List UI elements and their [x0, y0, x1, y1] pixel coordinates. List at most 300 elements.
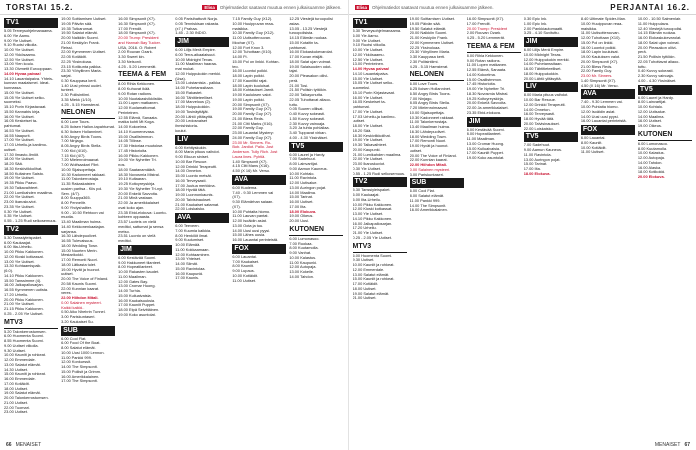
program-listing: 9.30 Uutiset. [352, 257, 375, 263]
program-listing: suomeksi. [352, 85, 371, 90]
program-listing: 6.50 Angry Birds Toons. [409, 90, 451, 96]
program-listing: 23.00 Lauantai Mystery: [232, 130, 274, 135]
program-listing: 18.00 Huippukokkin. [523, 70, 559, 76]
program-listing: Mochar (X7). [232, 39, 255, 45]
program-listing: 6.00 Kestävää Suomi. [118, 254, 157, 260]
program-listing: 23.00 Uutiset. [4, 409, 29, 415]
program-listing: 4.25 - 5.20 Lemmerät. [466, 35, 505, 40]
program-listing: 15.05 Yle Uutiset selko- [352, 80, 394, 86]
program-listing: 6.25 Iloisen Hollanninet. [409, 86, 452, 91]
program-listing: (6.0). [4, 268, 14, 273]
program-listing: 17.00 Yle Uutiset. [4, 137, 35, 143]
program-listing: 5.30 Terveysohjelmanaama. [352, 28, 402, 33]
program-listing: 13.30 Kohtaamispaik. [4, 263, 42, 269]
program-listing: 8.00 Lainvartijat. [289, 161, 318, 166]
page-number: 67 [684, 442, 690, 448]
program-listing: 18.00 Uutiset. [352, 285, 377, 291]
program-listing: 0.40 Kuvvy sokeasti. [637, 68, 674, 74]
program-listing: 22.00 Yle Uutiset. [4, 194, 35, 200]
channel-heading: JIM [175, 37, 229, 47]
program-listing: 15.50 Kannabis kirja. [4, 108, 41, 114]
channel-heading: JIM [118, 245, 172, 255]
program-listing: muotia. [61, 214, 74, 220]
program-listing: 5.05 Terveysohjelmanaama. [4, 28, 53, 33]
program-listing: 19.25 Koitoyreyskirja. [118, 181, 156, 186]
program-listing: 12.00 Autopaja. [289, 264, 317, 270]
program-listing: kohteen oppaasta. [118, 214, 151, 220]
program-listing: 4.25 - 5.20 Lemmerät. [118, 63, 157, 69]
program-listing: 23.35 Ebid-elokuva: Luonto- [118, 209, 167, 215]
program-listing: 0.30 Kauppasa kerti. [61, 77, 97, 83]
program-listing: 18.30 Novosmia Mistral. [466, 90, 509, 96]
program-listing: 19.00 Yle Nyhetter Tri. [118, 157, 157, 163]
program-listing: 2.30 Kuvvy vainoaja. [289, 120, 326, 126]
program-listing: 13.05 - 13.25 Viestejä [289, 25, 328, 31]
program-listing: maisikka. [232, 25, 249, 31]
program-listing: 21.00 Yle Uutiset. [4, 301, 35, 307]
program-listing: 2.00 Pankkiautomaatti. [523, 25, 564, 31]
schedule-column [410, 17, 464, 438]
program-listing: 23.00 Ikaruskuviot. [4, 199, 37, 204]
program-listing: 10.00 Kohtalo. [637, 104, 663, 109]
program-listing: 6.00 Lauantai. [232, 253, 257, 259]
program-listing: 11.00 Uutisotterouvan. [580, 30, 620, 36]
program-listing: 20.00 Talvisinaukset. [523, 120, 560, 126]
program-listing: 13.00 Oota ja tuu. [232, 222, 264, 228]
program-listing: 14.00 Ft. [232, 54, 248, 59]
program-listing: 9.00 Yle Uutiset. [352, 37, 381, 43]
program-listing: 7.40 - 9.30 Lemmen vai [232, 189, 274, 195]
program-listing: 16.00 Lauantai perinteistä. [580, 118, 627, 124]
program-listing: 17.20 Urheilu. [352, 225, 377, 231]
program-listing: uutiset. [352, 118, 366, 124]
program-listing: 11.00 Kaupunki. [289, 259, 318, 265]
program-listing: 16.55 Naapurit. [4, 132, 31, 138]
program-listing: sarjat. [61, 73, 72, 78]
program-listing: 16.00 Uutiset. [637, 118, 662, 124]
program-listing: 19.50 Salatut elämät. [409, 25, 447, 31]
channel-heading: NELONEN [410, 70, 464, 81]
program-listing: 15.00 Yle Uutiset. [352, 75, 384, 81]
program-listing: 12.00 Emmerdale. [4, 357, 36, 362]
program-listing: 10.00 Huuippuvan reaa- [232, 20, 275, 26]
program-listing: 16.30 Lähdepuolivet. [409, 128, 446, 134]
program-listing: 9.30 Elämärhan saiaan. [232, 199, 274, 204]
program-listing: 18.50 Kultainen Saisto. [4, 170, 45, 176]
program-listing: 19.00 Soittamisen Uutiset. [61, 17, 107, 21]
program-listing: 16.05 Keskeiset ta- [4, 118, 38, 124]
program-listing: 9.00 Kuulumiset. [175, 237, 205, 243]
program-listing: 13.00 Cromar Huong. [466, 140, 505, 146]
program-listing: 0.30 Yle Uutiset. [352, 165, 381, 171]
program-listing: 15.00 Kuiluaivaisia. [466, 145, 501, 151]
program-listing: 13.00 Auringon pojat. [523, 156, 561, 162]
program-listing: 20.00 Trump: President [118, 35, 159, 40]
program-listing: 12.00 Fort Knox 3. [232, 44, 265, 50]
program-listing: uutiset. [61, 271, 74, 277]
program-listing: 10.30 Kadonneet rakkaat. [409, 114, 455, 120]
channel-heading: TEEMA & FEM [467, 42, 521, 53]
program-listing: 3.30 Sweet kin. [118, 54, 145, 59]
provider-note [202, 5, 341, 10]
program-listing: 19.00 Kauluksen valot. [580, 54, 621, 59]
program-listing: 12.50 Yle Uutiset. [4, 56, 35, 62]
program-listing: 0.25 - 2.05 Yle Uutiset. [4, 310, 44, 316]
program-listing: 9.00 Yle Uutiset. [4, 37, 33, 43]
program-listing: 6.00 Cool Flat. [409, 188, 435, 194]
page-footer [6, 442, 41, 448]
schedule-column [232, 17, 286, 438]
program-listing: 10.00 Uusi 1000 Lennon. [61, 349, 105, 355]
program-listing: 11.00 Ravintola. [289, 175, 318, 181]
program-listing: 3.20 Ja tuhta pohlailaa. [289, 125, 330, 131]
channel-heading: AVA [175, 213, 229, 223]
program-listing: 7.00 Wolfsaakari Flint. [61, 162, 100, 167]
program-listing: 10.00 Puhtaita hiomo. [580, 104, 619, 109]
program-listing: 14.00 Uusi uusi pyysi. [232, 227, 271, 233]
program-listing: 11.00 Maailman haaraa- [175, 61, 218, 67]
program-listing: 6.00 Lumonasoo. [637, 140, 668, 146]
program-listing: 10.00 Kohtalo. [289, 170, 315, 176]
program-listing: 6.00 Yle Aamu. [4, 32, 31, 38]
program-listing: 13.00 Yle Uutiset. [4, 258, 35, 264]
program-listing: 22.00 Kunnian kaarat. [409, 157, 448, 163]
program-listing: 20.00 Lähtö ylitäsyttä. [523, 75, 562, 81]
program-listing: 19.05 Päivän sää. [409, 20, 441, 26]
program-listing: 9.00 Hakkuneet tilanteet. [118, 259, 162, 265]
program-listing: 9.30 Uutiset. [4, 347, 26, 353]
program-listing: 21.00 Minä vastaan. [118, 195, 154, 201]
magazine-name: MENAISET [15, 442, 42, 448]
program-listing: 11.00 Kokkaamaan. [175, 246, 210, 252]
program-listing: 13.00 Yhteiset. [175, 256, 202, 262]
program-listing: 7.00 Kuumia kaikkia. [175, 227, 212, 233]
program-listing: 21.00 Keskiyön Frank. [61, 39, 100, 45]
program-listing: 8.05 Angry Birds Stella. [61, 143, 102, 148]
program-listing: 20.00 The Voice of Finland. [61, 276, 109, 281]
program-listing: 8.00 Kauniit. [232, 263, 254, 269]
program-listing: 18.00 Salat ujan voimat. [289, 58, 332, 64]
program-listing: 20.00 Talonkerrostumsen. [4, 395, 49, 400]
program-listing: 0.05 Suuren olilisat. [289, 106, 324, 112]
program-listing: 1.40 Simpsonit (X7). [232, 158, 268, 164]
program-listing: 8.00 Suuppa365. [61, 195, 91, 201]
program-listing: 6.00 Lauantai. [580, 135, 606, 140]
program-listing: 23.15 Kotikunta paikka. [61, 63, 102, 69]
channel-heading: TV1 [4, 18, 58, 28]
program-listing: 15.00 Poliisit ja Grimm. [61, 368, 102, 374]
program-listing: 11.00 Ravintola. [523, 151, 552, 157]
program-listing: 18.00 Wedding Town. [409, 133, 447, 139]
channel-heading: TEEMA & FEM [118, 70, 172, 81]
program-listing: 11.00 Lopen matkanen. [118, 100, 159, 106]
program-listing: 17.00 Frendit. [466, 20, 491, 26]
program-listing: 12.00 Tuhottaan (X10). [580, 35, 621, 40]
program-listing: 13.00 Kokeile. [289, 269, 315, 274]
program-listing: 7.15 Family Guy (X12). [232, 17, 273, 21]
program-listing: 1.00 Epic Ink. [523, 20, 548, 26]
program-listing: 8.00 Kuhuvat ikää. [118, 86, 151, 91]
program-listing: 6.00 Kaukaajat. [4, 239, 32, 245]
program-listing: 8.00 Rihla Kekkonen. [466, 52, 504, 58]
program-listing: 18.00 Wedding Town. [61, 242, 99, 248]
program-listing: tajat. [289, 68, 298, 74]
program-listing: 9.10 Ruotsi viikolla. [352, 42, 387, 48]
program-listing: 8.05 Angry Birds Stella. [409, 100, 451, 106]
program-listing: pahtumat. [289, 44, 307, 50]
program-listing: 1.40 Simpsonit (X7). [580, 77, 617, 83]
program-listing: (x7.) Prahaa. [175, 25, 198, 31]
program-listing: 13.40 Maailman huima. [61, 219, 102, 224]
program-listing: Mestarikokki. [61, 252, 84, 258]
program-listing: 3.25 - 4.10 Suvituttu. [523, 30, 560, 36]
program-listing: 4.00 - 4.30 Yksinäiset. [289, 134, 328, 140]
program-listing: kunnan maalaismei. Ideat- [4, 80, 50, 86]
program-listing: 9.10 Ruotsi viikolla. [4, 42, 38, 48]
program-listing: 13.30 Olvmetit Eurooppaan. [4, 66, 53, 71]
program-listing: 16.55 Tulevaisuus. [61, 238, 94, 243]
program-listing: 4.00 - 4.30 Yksinäiset. [637, 77, 677, 83]
program-listing: 0.00 Salainen mysteeri. [61, 299, 102, 305]
program-listing: 7.00 Kaukaiset. [232, 258, 260, 264]
program-listing: 10.00 Kauniit ja rohkeat. [4, 352, 46, 358]
program-listing: 18.00 Hyvää tätä. [175, 187, 206, 193]
program-listing: 16.00 Simpsonit (X7). [466, 17, 505, 21]
day-heading: TORSTAI 15.2. [6, 2, 74, 12]
program-listing: 0.55 - 1.25 Rudi selkosemuus. [352, 170, 406, 176]
program-listing: 16.00 Kaukaisuuksia. [118, 297, 156, 303]
program-listing: 12.00 Emmerdale. [352, 266, 385, 272]
program-listing: 6.00 Cool Flat. [61, 335, 87, 341]
program-listing: 0.05 Tenniskisan rakasta. [175, 20, 220, 26]
program-listing: 16.00 Luontoi poikki. [232, 68, 269, 74]
program-listing: 16.05 Keskeiset ta- [352, 99, 386, 105]
program-listing: 14.05 Tillinse. [118, 138, 142, 144]
program-listing: 6.00 Huomenta Suomi. [352, 252, 393, 258]
program-listing: 8.00 Kuutamolla. [637, 145, 668, 151]
program-listing: 11.00 Uutiset. [580, 149, 605, 155]
program-listing: 20.00 Pleasakon oliivi- [289, 73, 329, 78]
program-listing: 14.00 Puhetanssitaan. [175, 85, 214, 90]
program-listing: 19.00 Yle Uutiset. [4, 175, 35, 181]
program-listing: 23.00 Mr. Sinners. [580, 73, 613, 78]
program-listing: 24.00 Family Guy (X7). [232, 134, 273, 140]
schedule-column [289, 17, 343, 438]
program-listing: 3.00 Pariskuntaseri. [409, 171, 444, 177]
program-listing: 20.00 Simpsonit (X7). [580, 58, 619, 64]
program-listing: 14.00 Tahdon. [637, 159, 663, 165]
program-listing: 8.00 Pennelitr. [61, 200, 86, 205]
program-listing: 21.50 Poliisin tyttökin. [637, 54, 676, 59]
schedule-column [353, 17, 407, 438]
program-listing: 9.00 - 10.50 Rehtoon vai [61, 209, 104, 215]
program-listing: 7.00 Kid (4/10). [61, 147, 88, 153]
program-listing: 18.00 Lapin kuuluisat. [580, 49, 619, 55]
program-listing: 19.00 Soittamisen Uutiset. [409, 17, 455, 21]
program-listing: 12.00 Huippukokin merkki. [523, 56, 570, 62]
program-listing: 14.00 Hyvaa paivaa! [4, 70, 41, 76]
program-listing: 9.00 Eikuun siniset. [175, 154, 209, 159]
program-listing: 18.00 Yle Uutiset. [4, 156, 35, 162]
channel-heading: SUB [61, 326, 115, 336]
program-listing: 22.00 Yle Uutiset. [352, 156, 384, 162]
page-friday [349, 0, 696, 450]
channel-heading: TV5 [638, 85, 692, 95]
program-listing: 18.00 Kotikokki. [637, 169, 666, 175]
program-listing: 5.20 Talonkerrostumsen. [4, 328, 47, 334]
program-listing: 21.00 Uutiset. [4, 399, 29, 405]
program-listing: 22.00 Family Guy. [232, 125, 264, 131]
program-listing: 12.00 Isoäidin asiat. [232, 218, 267, 223]
program-listing: asiaa. [289, 20, 300, 26]
channel-heading: TV2 [4, 225, 58, 235]
program-listing: 23.00 Mr. Sinners. Ro- [232, 139, 272, 145]
program-listing: 23.30 Yöhyllinen Maria. [409, 49, 451, 55]
program-listing: 9.00 Lupaus. [232, 268, 255, 273]
program-listing: Bob. Jardiot. Pallo. Jost [232, 144, 274, 150]
program-listing: 7.00 Sadehuut. [523, 142, 551, 148]
program-listing: 7.00 Ruokaa. [289, 240, 313, 246]
provider-note-text: Ohjelmatiedot saatavat muutua ennen julkaisuamme jälkeen. [372, 4, 494, 10]
program-listing: 10.00 Midnight Texas. [175, 56, 214, 62]
program-listing: 22.00 Hiihdon Mitali. [409, 162, 447, 167]
program-listing: ovat koko ajan. [118, 204, 145, 210]
page-header [0, 0, 348, 15]
program-listing: 22.05 Tuhottavat aliaoo- [637, 58, 680, 64]
program-listing: 14.00 Tahdon. [289, 273, 314, 279]
program-listing: 22.00 Kunnian kaarat. [61, 285, 100, 291]
program-listing: 18.00 Elokuva. [523, 170, 551, 176]
program-listing: 0.55 - 1.25 Rudi selkosemuus. [4, 218, 57, 223]
program-listing: 15.00 Kauniit ja rohkeat. [4, 371, 46, 377]
program-listing: 15.00 Tarinat. [523, 161, 548, 167]
schedule-column [524, 17, 578, 438]
program-listing: 17.00 Kotiäidit. [4, 380, 30, 386]
program-listing: 9.00 Vanhat. [289, 250, 312, 255]
program-listing: 20.00 Elokuva. [637, 174, 665, 179]
program-listing: 22.00 Ja amerikkalaiset. [466, 105, 509, 110]
channel-heading: KUTONEN [289, 225, 343, 236]
program-listing: 20.00 Talvisinaukset. [175, 196, 212, 202]
page-number: 66 [6, 442, 12, 448]
program-listing: 17.03 Urheilu-ja kaniimo- [4, 142, 48, 147]
program-listing: uutiset. [4, 146, 17, 152]
program-listing: (X7). [232, 203, 241, 209]
program-listing: 16.00 Elokaskukevarolat. [637, 35, 682, 40]
channel-heading: NELONEN [61, 108, 115, 119]
program-listing: 11.00 Pankki 999. [61, 354, 92, 360]
program-listing: 17.00 Marvelous (2). [175, 99, 211, 105]
program-listing: 16.00 Elokaskukevarolat. [289, 49, 333, 55]
program-listing: 22.05 Tuhottavat aliaoo- [289, 96, 332, 102]
program-listing: 16.53 Yle Uutiset. [4, 127, 35, 133]
program-listing: 18.00 Lapin kuuluisat. [232, 82, 271, 88]
program-listing: 20.00 Enkelä Savvoita. [118, 190, 158, 196]
program-listing: uutiset. [409, 147, 423, 153]
program-listing: 10.30 Family Guy (X12). [232, 30, 275, 36]
program-listing: 11.00 Talonkerrostaja. [61, 176, 99, 182]
program-listing: 19.50 Salatut elämät. [61, 30, 98, 36]
program-listing: 14.00 Hyvaa paivaa! [352, 66, 390, 71]
program-listing: 7.00 Ninjago. [61, 138, 85, 144]
program-listing: 15.05 Yle Uutiset selko- [4, 94, 46, 100]
schedule-column [175, 17, 229, 438]
program-listing: 18.00 Lapin poikki. [232, 73, 265, 78]
program-listing: 11.00 Talonkerrostaja. [409, 119, 448, 125]
program-listing: 15.00 Rakastet. [175, 89, 203, 95]
program-listing: 9.00 Uutiset viikolla. [4, 342, 39, 348]
program-listing: 14.00 Kokoelma. [118, 124, 148, 129]
program-listing: 20.00 Simpsonit (X7). [232, 101, 270, 107]
program-listing: 7.15 Kid (4/7). [61, 152, 86, 158]
program-listing: 22.00 Kymmenen Uutiset. [61, 49, 106, 55]
program-listing: 20.00 Pikku Kakkonen. [4, 296, 44, 302]
program-listing: 13.00 Ylen koulu. [4, 61, 34, 67]
channel-heading: TV5 [524, 132, 578, 142]
program-listing: 16.00 Tähtitieteelliset. [175, 94, 214, 100]
channel-heading: AVA [581, 89, 635, 99]
program-listing: 6.00 Love Tours. [61, 119, 90, 125]
program-listing: 6.00 Laurel ja Hardy. [637, 94, 674, 100]
program-listing: uusien paritsa - Kiis pol. [61, 185, 103, 191]
program-listing: Anderson. Tully Rich. Jost [232, 149, 278, 154]
program-listing: 16.00 Terveysasti. [523, 111, 556, 117]
program-listing: 14.00 Silmät. [175, 261, 198, 266]
program-listing: 6.00 Laurel ja Hardy. [289, 151, 326, 157]
program-listing: 6.00 Lilljs Merä Empire. [523, 47, 565, 52]
program-listing: mat mukat. [175, 66, 195, 71]
program-listing: 20.00 Enkelä Savvoita. [466, 100, 507, 106]
program-listing: 18.00 Simpsonit (X7). [118, 30, 156, 36]
program-listing: Reissi. [61, 44, 73, 50]
program-listing: 10.00 Pikku Kakkonen. [352, 201, 393, 207]
program-listing: 6.00 Kehityskukin. [175, 144, 207, 150]
program-listing: 17.00 The Simpsonit. [61, 378, 98, 384]
schedule-column [4, 17, 58, 438]
program-listing: 6.00 Kestävää Suomi. [466, 126, 505, 132]
program-listing: 20.00 The Voice of Finland. [409, 152, 457, 158]
program-listing: 21.00 Tosi. [289, 82, 309, 88]
program-listing: 14.10 Lauantaipaiva. Yhteis- [4, 75, 54, 81]
provider-note [355, 5, 494, 10]
program-listing: 8.00 Maria pituus vaihdot. [523, 92, 569, 98]
program-listing: 19.10 Kultaaran. [118, 176, 147, 182]
program-listing: 4.50 (X 16) Mr. Verso. [232, 168, 271, 173]
program-listing: 8.00 Hopeatilanteet. [466, 131, 502, 137]
program-listing: 20.00 Kaupunki. [352, 146, 381, 152]
program-listing: 11.00 Lopen matkanen. [466, 62, 508, 68]
program-listing: 15.00 Ravintolaa. [175, 265, 206, 271]
program-listing: 19.25 Koitoyreyskirja. [466, 95, 504, 101]
schedule-column [61, 17, 115, 438]
page-footer [655, 442, 690, 448]
program-listing: 23.30 Yöhyllinen Maria. [61, 68, 102, 74]
program-listing: Kaikki kaikki.. [61, 304, 85, 310]
program-listing: 20.00 Pleasakon oliivi- [637, 44, 677, 50]
program-listing: Laura lines. Pyhtiä. [232, 153, 266, 159]
program-listing: 13.00 Perinteinen. [352, 61, 385, 67]
program-listing: 7.20 Mielenroimaavat. [61, 157, 100, 163]
channel-heading: JIM [467, 117, 521, 127]
program-listing: 15.00 Pol on linkki. [580, 39, 614, 45]
channel-heading: FOX [232, 244, 286, 254]
program-listing: 0.50 Aiko Nhebrin Tunnel. [61, 309, 106, 315]
program-listing: 12.00 Kuolamattomat. [118, 105, 157, 110]
program-listing: 4.25 - 5.15 Hamsterat. [409, 63, 449, 69]
program-listing: 6.00 Teeveen. [175, 223, 200, 228]
provider-note-text: Ohjelmatiedot saatavat muutua ennen julkaisuamme jälkeen. [219, 4, 342, 10]
program-listing: 23.35 Ebid-elokuva. [466, 109, 502, 115]
